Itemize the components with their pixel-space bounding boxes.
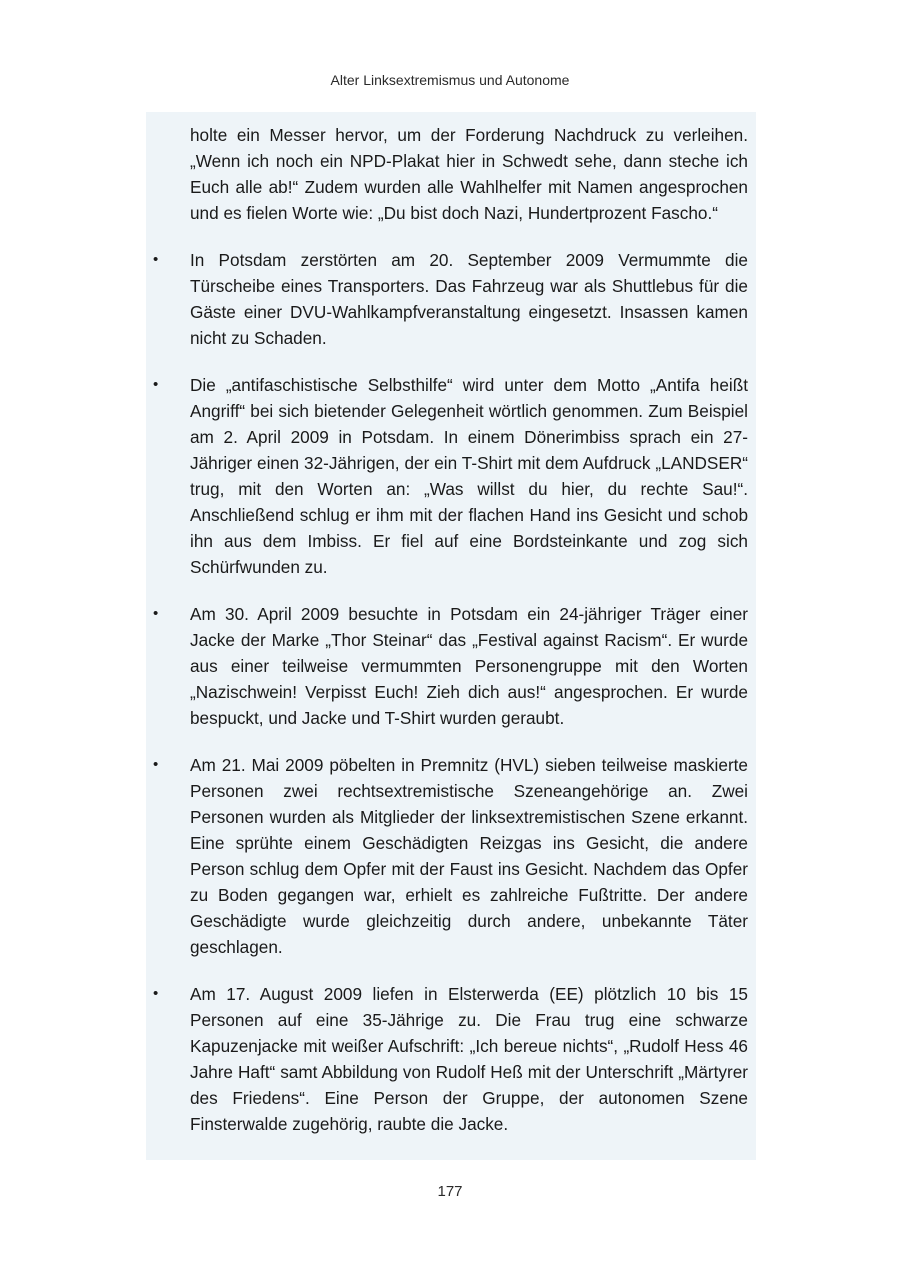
list-item — [150, 247, 748, 351]
list-item — [150, 981, 748, 1137]
list-item — [150, 601, 748, 731]
list-item-text: Am 17. August 2009 liefen in Elsterwerda (EE) plötzlich 10 bis 15 Personen auf eine 35-Jährige zu. Die Frau trug eine schwarze Kapuzenjacke mit weißer Aufschrift: „Ich bereue nichts“, „Rudolf Hess 46 Jahre Haft“ samt Abbildung von Rudolf Heß mit der Unterschrift „Märtyrer des Friedens“. Eine Person der Gruppe, der autonomen Szene Finsterwalde zugehörig, raubte die Jacke. — [190, 984, 748, 1134]
bullet-icon: • — [153, 376, 159, 393]
intro-paragraph: holte ein Messer hervor, um der Forderung Nachdruck zu verleihen. „Wenn ich noch ein NPD-Plakat hier in Schwedt sehe, dann steche ich Euch alle ab!“ Zudem wurden alle Wahlhelfer mit Namen angesprochen und es fielen Worte wie: „Du bist doch Nazi, Hundertprozent Fascho.“ — [190, 125, 748, 223]
bullet-icon: • — [153, 985, 159, 1002]
list-item — [150, 372, 748, 580]
list-item-text: Die „antifaschistische Selbsthilfe“ wird unter dem Motto „Antifa heißt Angriff“ bei sich bietender Gelegenheit wörtlich genommen. Zum Beispiel am 2. April 2009 in Potsdam. In einem Dönerimbiss sprach ein 27-Jähriger einen 32-Jährigen, der ein T-Shirt mit dem Aufdruck „LANDSER“ trug, mit den Worten an: „Was willst du hier, du rechte Sau!“. Anschließend schlug er ihm mit der flachen Hand ins Gesicht und schob ihn aus dem Imbiss. Er fiel auf eine Bordsteinkante und zog sich Schürfwunden zu. — [190, 375, 748, 577]
page-number: 177 — [437, 1183, 463, 1200]
bullet-icon: • — [153, 251, 159, 268]
running-header: Alter Linksextremismus und Autonome — [330, 72, 570, 88]
list-item-text: Am 30. April 2009 besuchte in Potsdam ein 24-jähriger Träger einer Jacke der Marke „Thor Steinar“ das „Festival against Racism“. Er wurde aus einer teilweise vermummten Personengruppe mit den Worten „Nazischwein! Verpisst Euch! Zieh dich aus!“ angesprochen. Er wurde bespuckt, und Jacke und T-Shirt wurden geraubt. — [190, 604, 748, 728]
bullet-icon: • — [153, 605, 159, 622]
page-body — [150, 122, 748, 1158]
list-item — [150, 752, 748, 960]
list-item-text: Am 21. Mai 2009 pöbelten in Premnitz (HVL) sieben teilweise maskierte Personen zwei rechtsextremistische Szeneangehörige an. Zwei Personen wurden als Mitglieder der linksextremistischen Szene erkannt. Eine sprühte einem Geschädigten Reizgas ins Gesicht, die andere Person schlug dem Opfer mit der Faust ins Gesicht. Nachdem das Opfer zu Boden gegangen war, erhielt es zahlreiche Fußtritte. Der andere Geschädigte wurde gleichzeitig durch andere, unbekannte Täter geschlagen. — [190, 755, 748, 957]
list-item-text: In Potsdam zerstörten am 20. September 2009 Vermummte die Türscheibe eines Transporters. Das Fahrzeug war als Shuttlebus für die Gäste einer DVU-Wahlkampfveranstaltung eingesetzt. Insassen kamen nicht zu Schaden. — [190, 250, 748, 348]
bullet-icon: • — [153, 756, 159, 773]
